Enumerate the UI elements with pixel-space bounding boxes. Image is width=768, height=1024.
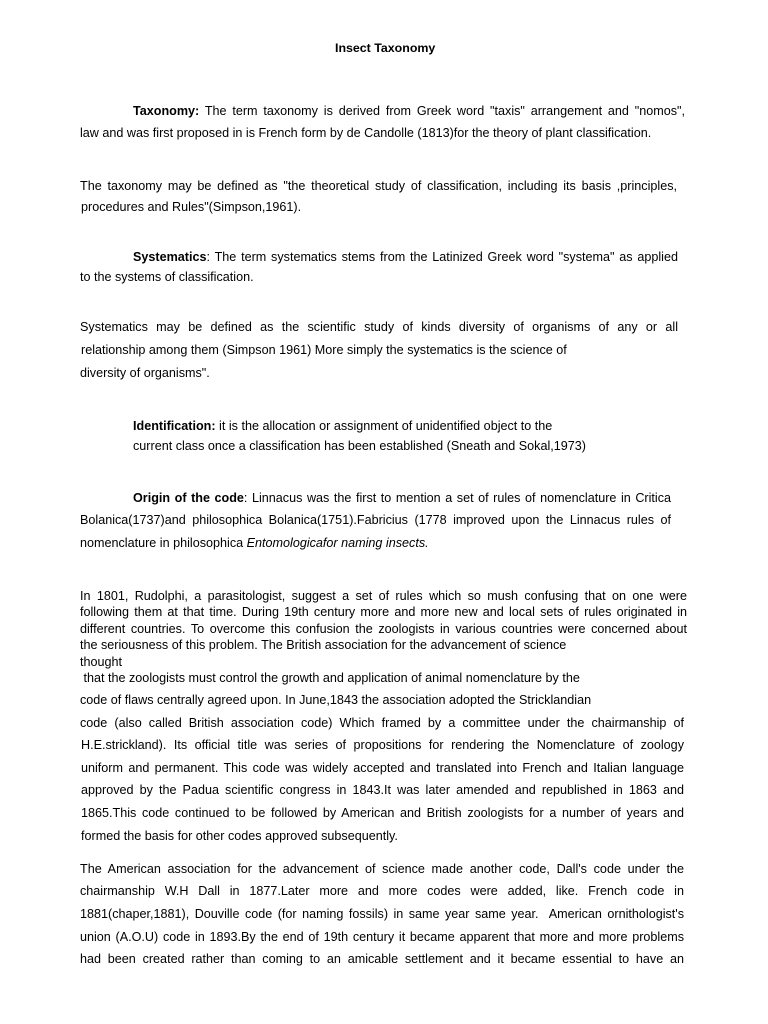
text-line: code (also called British association code) Which framed by a committee under the chairmanship of <box>80 716 684 730</box>
text-line: Systematics may be defined as the scientific study of kinds diversity of organisms of any or all <box>80 320 678 334</box>
text-line: 1865.This code continued to be followed by American and British zoologists for a number of years and <box>81 806 684 820</box>
term-label: Taxonomy: <box>133 104 200 118</box>
text-line: nomenclature in philosophica Entomologicafor naming insects. <box>80 536 429 550</box>
italic-title: Entomologicafor naming insects. <box>246 536 429 550</box>
text-line: that the zoologists must control the growth and application of animal nomenclature by the <box>80 671 580 685</box>
text-line: formed the basis for other codes approved subsequently. <box>81 829 398 843</box>
text-line: In 1801, Rudolphi, a parasitologist, suggest a set of rules which so mush confusing that on one were <box>80 589 687 603</box>
page-title: Insect Taxonomy <box>335 41 436 55</box>
text-line: 1881(chaper,1881), Douville code (for naming fossils) in same year same year. American ornithologist's <box>80 907 684 921</box>
text-line: thought <box>80 655 123 669</box>
text-line: approved by the Padua scientific congress in 1843.It was later amended and republished in 1863 and <box>81 783 684 797</box>
text-line: Origin of the code: Linnacus was the first to mention a set of rules of nomenclature in Critica <box>133 491 671 505</box>
text-line: Bolanica(1737)and philosophica Bolanica(1751).Fabricius (1778 improved upon the Linnacus rules of <box>80 513 671 527</box>
text-line: The American association for the advancement of science made another code, Dall's code under the <box>80 862 684 876</box>
text-line: current class once a classification has been established (Sneath and Sokal,1973) <box>133 439 586 453</box>
text-line: following them at that time. During 19th century more and more new and local sets of rules originated in <box>80 605 687 619</box>
text-line: had been created rather than coming to an amicable settlement and it became essential to have an <box>80 952 684 966</box>
text-line: Taxonomy: The term taxonomy is derived from Greek word "taxis" arrangement and "nomos", <box>133 104 685 118</box>
text-line: chairmanship W.H Dall in 1877.Later more and more codes were added, like. French code in <box>80 884 684 898</box>
text-line: The taxonomy may be defined as "the theoretical study of classification, including its basis ,principles, <box>80 179 677 193</box>
text-line: Systematics: The term systematics stems from the Latinized Greek word "systema" as applied <box>133 250 678 264</box>
term-label: Systematics <box>133 250 207 264</box>
text-line: the seriousness of this problem. The British association for the advancement of science <box>80 638 567 652</box>
text-line: union (A.O.U) code in 1893.By the end of 19th century it became apparent that more and more problems <box>80 930 684 944</box>
text-line: diversity of organisms". <box>80 366 210 380</box>
text-line: procedures and Rules"(Simpson,1961). <box>81 200 302 214</box>
text-line: to the systems of classification. <box>80 270 254 284</box>
text-line: uniform and permanent. This code was widely accepted and translated into French and Italian language <box>81 761 684 775</box>
term-label: Origin of the code <box>133 491 244 505</box>
text-line: law and was first proposed in is French form by de Candolle (1813)for the theory of plant classification. <box>80 126 652 140</box>
text-line: relationship among them (Simpson 1961) More simply the systematics is the science of <box>81 343 567 357</box>
text-line: Identification: it is the allocation or assignment of unidentified object to the <box>133 419 553 433</box>
text-line: code of flaws centrally agreed upon. In June,1843 the association adopted the Stricklandian <box>80 693 592 707</box>
text-line: H.E.strickland). Its official title was series of propositions for rendering the Nomenclature of zoology <box>81 738 684 752</box>
term-label: Identification: <box>133 419 216 433</box>
text-line: different countries. To overcome this confusion the zoologists in various countries were concerned about <box>80 622 687 636</box>
